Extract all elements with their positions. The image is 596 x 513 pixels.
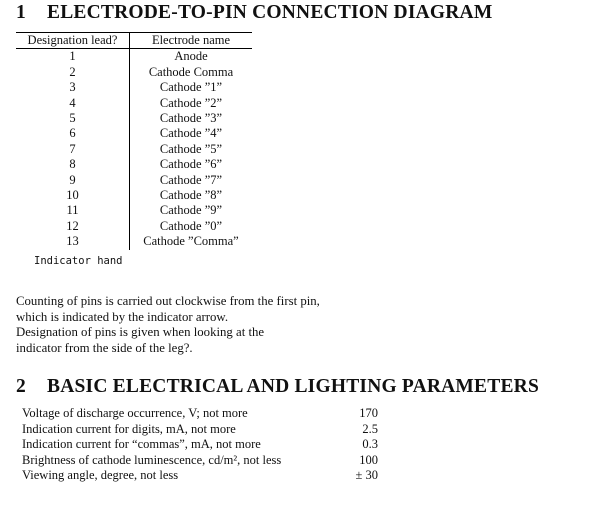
- parameter-label: Viewing angle, degree, not less: [22, 468, 179, 483]
- electrode-name-cell: Cathode ”2”: [159, 95, 223, 110]
- pin-number-cell: 3: [16, 80, 130, 95]
- electrode-name-cell: Cathode ”1”: [159, 80, 223, 95]
- pin-number-cell: 4: [16, 96, 130, 111]
- electrode-name-cell: Cathode ”6”: [159, 157, 223, 172]
- table-row: [16, 142, 252, 157]
- section-number: 2: [16, 376, 26, 397]
- parameters-table-body: [22, 406, 378, 484]
- electrode-name-cell: Cathode ”7”: [159, 172, 223, 187]
- parameter-label: Indication current for digits, mA, not more: [22, 421, 236, 436]
- table-row: [16, 65, 252, 80]
- pin-number-cell: 12: [16, 219, 130, 234]
- pin-number-cell: 8: [16, 157, 130, 172]
- section-2-heading: [16, 376, 539, 398]
- parameter-value: 2.5: [362, 421, 378, 436]
- parameter-value: ± 30: [355, 468, 378, 483]
- table-row: [16, 80, 252, 95]
- table-row: [16, 96, 252, 111]
- electrode-name-cell: Cathode ”4”: [159, 126, 223, 141]
- electrode-name-cell: Cathode ”0”: [159, 218, 223, 233]
- electrode-name-cell: Cathode ”3”: [159, 111, 223, 126]
- indicator-hand-label: Indicator hand: [34, 255, 123, 267]
- pin-connection-table: [16, 32, 252, 250]
- table-row: [16, 157, 252, 172]
- pin-counting-note: [16, 294, 320, 356]
- pin-number-cell: 7: [16, 142, 130, 157]
- parameter-value: 100: [359, 452, 378, 467]
- parameter-row: [22, 437, 378, 453]
- parameter-row: [22, 422, 378, 438]
- table-row: [16, 219, 252, 234]
- table-row: [16, 188, 252, 203]
- parameter-row: [22, 406, 378, 422]
- section-title: ELECTRODE-TO-PIN CONNECTION DIAGRAM: [47, 2, 493, 23]
- section-1-heading: [16, 2, 492, 24]
- parameters-table: [22, 406, 378, 484]
- column-header-designation: Designation lead?: [16, 33, 130, 49]
- parameter-value: 170: [359, 406, 378, 420]
- pin-number-cell: 10: [16, 188, 130, 203]
- parameter-row: [22, 453, 378, 469]
- table-header-row: [16, 33, 252, 49]
- pin-number-cell: 5: [16, 111, 130, 126]
- table-row: [16, 49, 252, 65]
- pin-table-body: [16, 49, 252, 250]
- parameter-label: Voltage of discharge occurrence, V; not more: [22, 406, 248, 420]
- section-number: 1: [16, 2, 26, 23]
- table-row: [16, 126, 252, 141]
- table-row: [16, 234, 252, 249]
- electrode-name-cell: Cathode ”9”: [159, 203, 223, 218]
- pin-number-cell: 13: [16, 234, 130, 249]
- pin-number-cell: 9: [16, 173, 130, 188]
- note-line: Designation of pins is given when looking at the: [16, 325, 265, 340]
- table-row: [16, 203, 252, 218]
- table-row: [16, 173, 252, 188]
- parameter-label: Indication current for “commas”, mA, not more: [22, 437, 261, 452]
- pin-number-cell: 2: [16, 65, 130, 80]
- electrode-name-cell: Anode: [174, 49, 208, 64]
- electrode-name-cell: Cathode Comma: [148, 64, 234, 79]
- electrode-name-cell: Cathode ”5”: [159, 141, 223, 156]
- pin-number-cell: 6: [16, 126, 130, 141]
- note-line: Counting of pins is carried out clockwise from the first pin,: [16, 294, 320, 308]
- parameter-value: 0.3: [362, 437, 378, 452]
- electrode-name-cell: Cathode ”Comma”: [143, 234, 239, 249]
- pin-number-cell: 1: [16, 49, 130, 65]
- column-header-electrode: Electrode name: [130, 33, 253, 49]
- parameter-label: Brightness of cathode luminescence, cd/m², not less: [22, 452, 282, 467]
- section-title: BASIC ELECTRICAL AND LIGHTING PARAMETERS: [47, 376, 539, 397]
- electrode-name-cell: Cathode ”8”: [159, 188, 223, 203]
- note-line: indicator from the side of the leg?.: [16, 340, 193, 355]
- note-line: which is indicated by the indicator arrow.: [16, 309, 229, 324]
- pin-number-cell: 11: [16, 203, 130, 218]
- parameter-row: [22, 468, 378, 484]
- table-row: [16, 111, 252, 126]
